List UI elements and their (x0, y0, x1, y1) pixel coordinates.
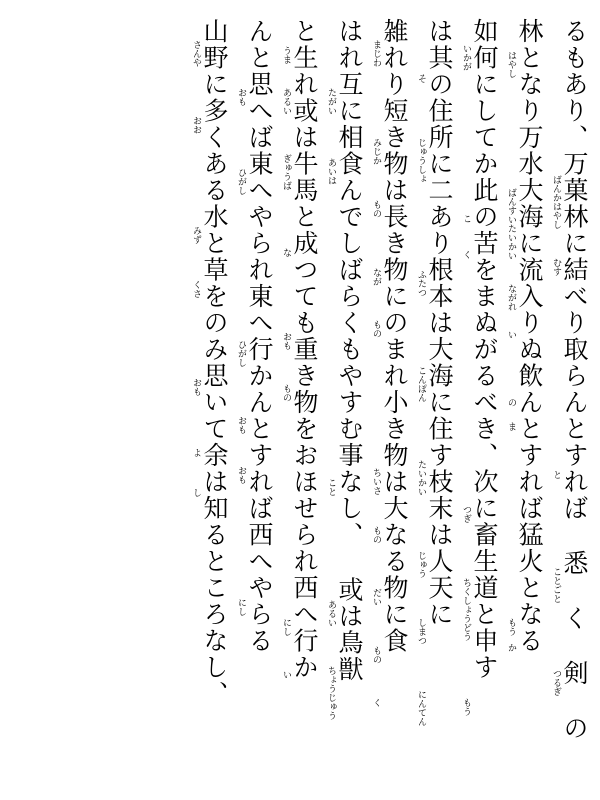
ruby-annotation: か (507, 643, 517, 652)
ruby-annotation: く (372, 698, 382, 707)
column-ruby-track (413, 18, 426, 786)
ruby-annotation: にんてん (417, 690, 427, 726)
ruby-annotation: あるい (327, 600, 337, 627)
ruby-annotation: し (192, 488, 202, 497)
ruby-annotation: あいは (327, 158, 337, 185)
ruby-annotation: もう (507, 618, 517, 636)
ruby-annotation: と (552, 470, 562, 479)
ruby-annotation: ちょうじゅう (327, 666, 337, 720)
ruby-annotation: みず (192, 226, 202, 244)
ruby-annotation: くさ (192, 280, 202, 298)
ruby-annotation: たがい (327, 88, 337, 115)
ruby-annotation: はやし (507, 51, 517, 78)
ruby-annotation: あるい (282, 88, 292, 115)
ruby-annotation: うま (282, 46, 292, 64)
ruby-annotation: ひがし (237, 340, 247, 367)
ruby-annotation: もの (372, 526, 382, 544)
column-ruby-track (458, 18, 471, 786)
column-main-text: 山野に多くある水と草をのみ思いて余は知るところなし、 (200, 18, 227, 707)
ruby-annotation: しまつ (417, 618, 427, 645)
column-main-text: は其の住所に二あり根本は大海に住す枝末は人天に (425, 18, 452, 628)
text-column (548, 18, 586, 786)
ruby-annotation: ちくしょうどう (462, 578, 472, 641)
ruby-annotation: おも (237, 88, 247, 106)
ruby-annotation: もの (282, 384, 292, 402)
text-column (458, 18, 496, 786)
text-column (233, 18, 271, 786)
ruby-annotation: こと (327, 478, 337, 496)
ruby-annotation: ながれ (507, 284, 517, 311)
ruby-annotation: ふたつ (417, 270, 427, 297)
ruby-annotation: おも (237, 416, 247, 434)
column-main-text: はれ互に相食んでしばらくもやすむ事なし、 或は鳥獣 (335, 18, 362, 683)
text-column (323, 18, 361, 786)
column-ruby-track (188, 18, 201, 786)
text-column (413, 18, 451, 786)
ruby-annotation: さんや (192, 40, 202, 67)
ruby-annotation: ちいさ (372, 468, 382, 495)
column-main-text: 如何にしてか此の苦をまぬがるべき、次に畜生道と申す (470, 18, 497, 681)
column-main-text: んと思へば東へやられ東へ行かんとすれば西へやらる (245, 18, 272, 654)
column-ruby-track (503, 18, 516, 786)
text-column (188, 18, 226, 786)
ruby-annotation: いかが (462, 44, 472, 71)
column-main-text: と生れ或は牛馬と成つても重き物をおほせられ西へ行か (290, 18, 317, 681)
ruby-annotation: じゅうしょ (417, 138, 427, 183)
ruby-annotation: つぎ (462, 505, 472, 523)
ruby-annotation: もの (372, 646, 382, 664)
ruby-annotation: く (462, 250, 472, 259)
ruby-annotation: にし (237, 598, 247, 616)
column-ruby-track (323, 18, 336, 786)
ruby-annotation: な (282, 248, 292, 257)
column-main-text: 林となり万水大海に流入りぬ飲んとすれば猛火となる (515, 18, 542, 654)
ruby-annotation: もう (462, 698, 472, 716)
column-ruby-track (548, 18, 561, 786)
text-column (278, 18, 316, 786)
column-ruby-track (368, 18, 381, 786)
column-ruby-track (233, 18, 246, 786)
ruby-annotation: じゅう (417, 551, 427, 578)
text-column (368, 18, 406, 786)
ruby-annotation: い (507, 330, 517, 339)
ruby-annotation: ぎゅうば (282, 154, 292, 190)
ruby-annotation: こ (462, 214, 472, 223)
ruby-annotation: むす (552, 258, 562, 276)
ruby-annotation: ことごと (552, 567, 562, 603)
ruby-annotation: ひがし (237, 168, 247, 195)
ruby-annotation: つるぎ (552, 669, 562, 696)
ruby-annotation: そ (417, 74, 427, 83)
ruby-annotation: おも (282, 332, 292, 350)
ruby-annotation: なが (372, 268, 382, 286)
ruby-annotation: の (507, 398, 517, 407)
ruby-annotation: よ (192, 448, 202, 457)
ruby-annotation: おお (192, 116, 202, 134)
ruby-annotation: おも (237, 466, 247, 484)
ruby-annotation: まじわ (372, 40, 382, 67)
vertical-text-body (14, 18, 586, 786)
ruby-annotation: ばんかはやし (552, 175, 562, 229)
column-main-text: るもあり、万菓林に結べり取らんとすれば 悉 く 剣 の (560, 18, 587, 742)
text-column (503, 18, 541, 786)
ruby-annotation: ま (507, 422, 517, 431)
ruby-annotation: たいかい (417, 460, 427, 496)
ruby-annotation: にし (282, 618, 292, 636)
ruby-annotation: こんぽん (417, 366, 427, 402)
ruby-annotation: もの (372, 200, 382, 218)
ruby-annotation: だい (372, 588, 382, 606)
ruby-annotation: もの (372, 320, 382, 338)
column-ruby-track (278, 18, 291, 786)
column-main-text: 雑れり短き物は長き物にのまれ小き物は大なる物に食 (380, 18, 407, 654)
ruby-annotation: みじか (372, 138, 382, 165)
ruby-annotation: ばんすいたいかい (507, 188, 517, 260)
ruby-annotation: い (282, 670, 292, 679)
ruby-annotation: おも (192, 378, 202, 396)
